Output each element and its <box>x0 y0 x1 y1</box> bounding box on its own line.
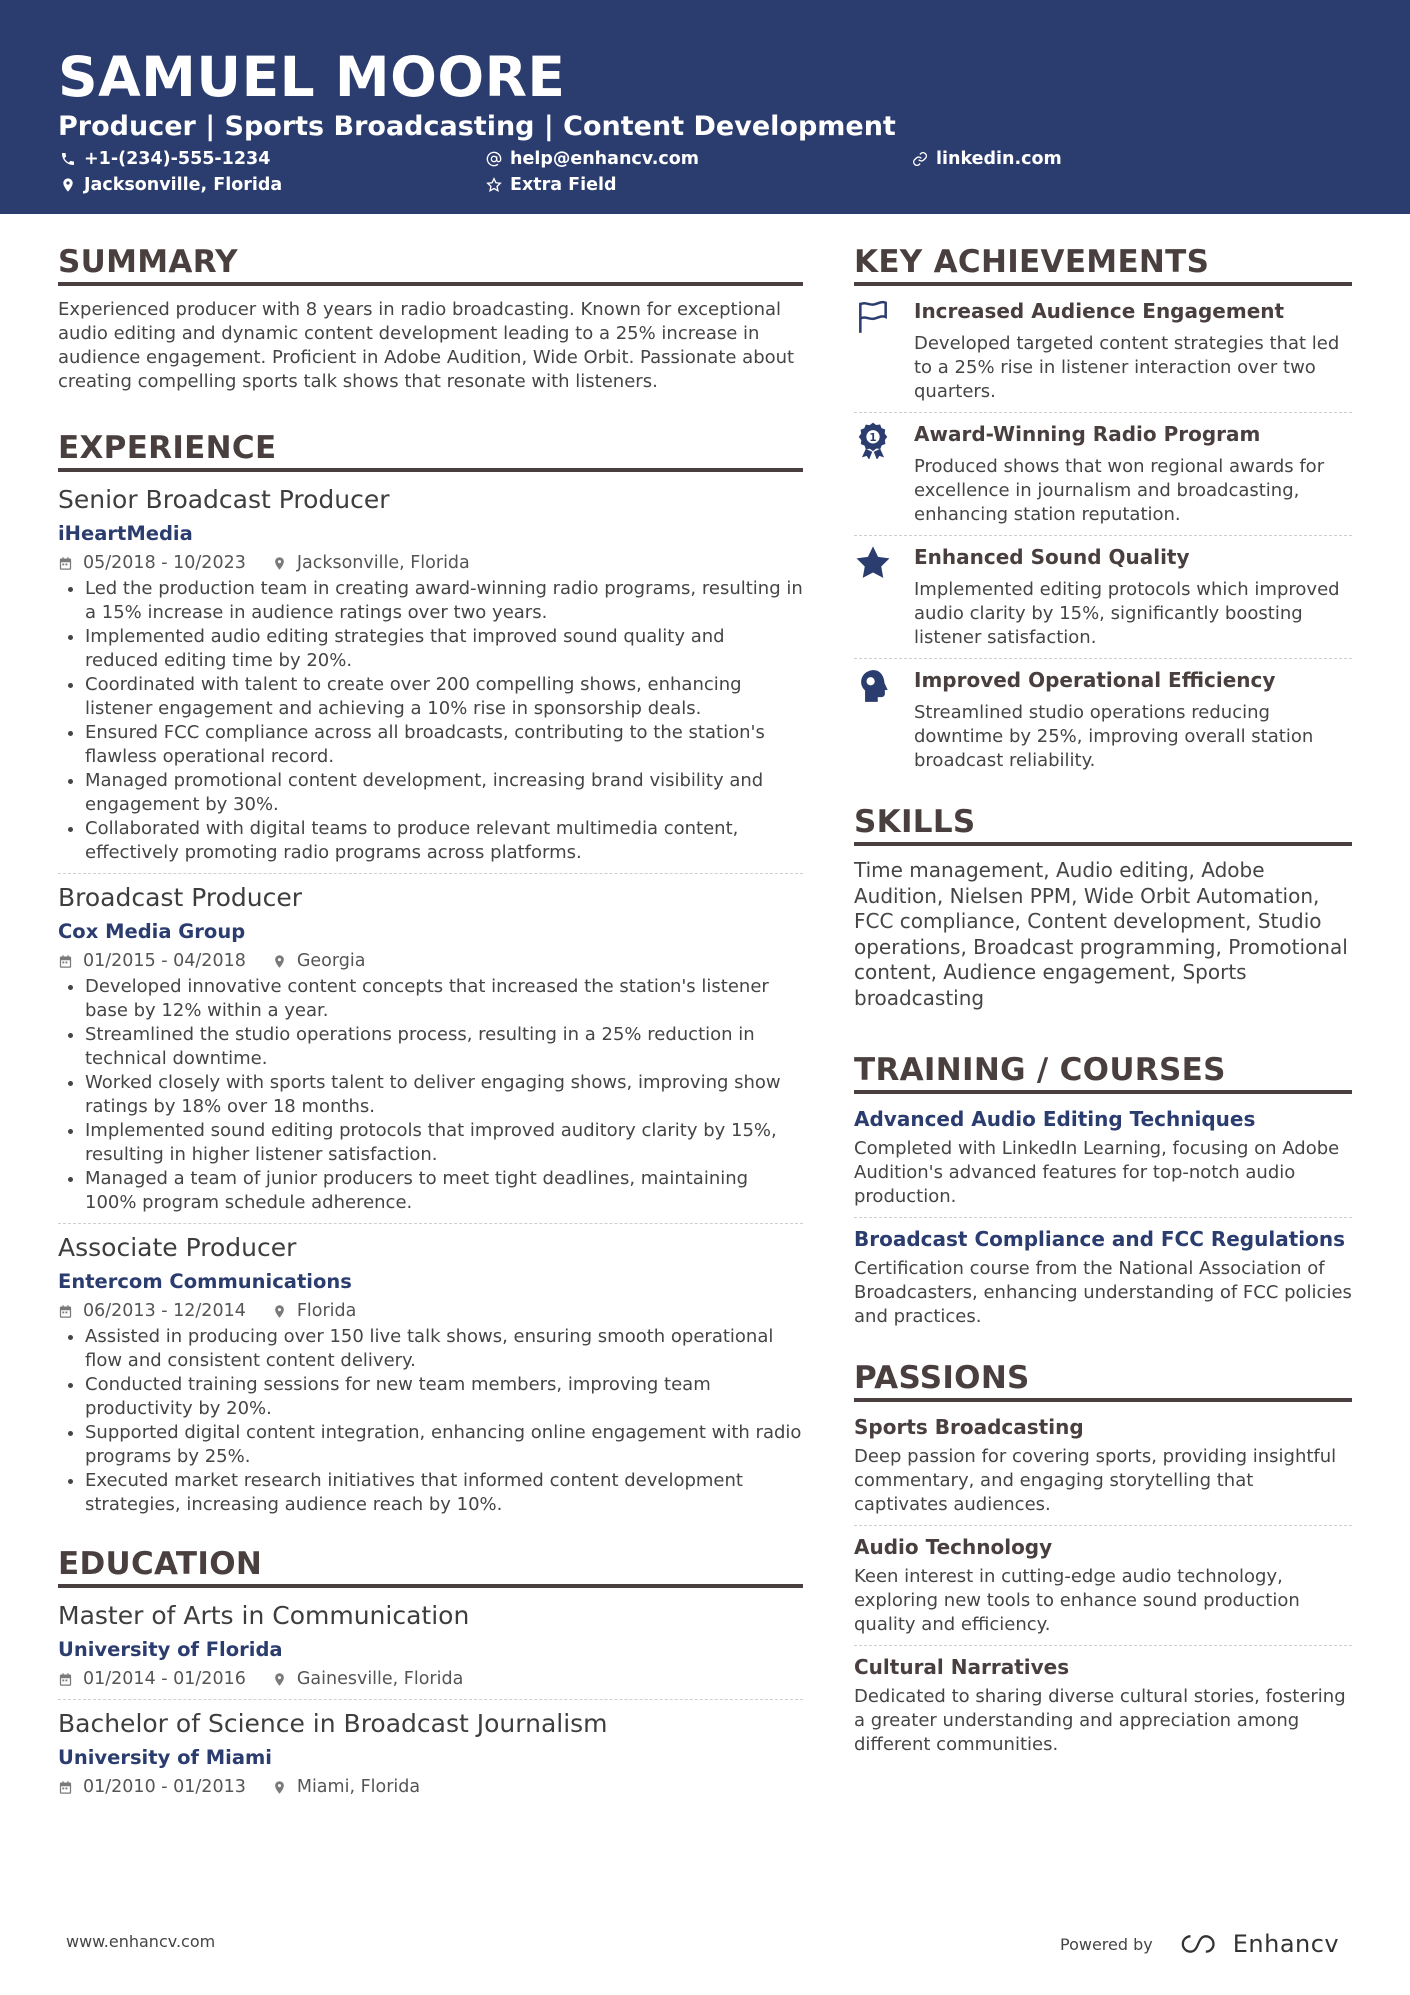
job-dates: 06/2013 - 12/2014 <box>83 1301 246 1321</box>
enhancv-logo-icon <box>1179 1932 1225 1956</box>
powered-by-label: Powered by <box>1060 1934 1153 1954</box>
education-entry <box>58 1600 803 1691</box>
job-dates: 05/2018 - 10/2023 <box>83 553 246 573</box>
skills-title: SKILLS <box>854 803 1352 846</box>
location-pin-icon <box>272 1304 287 1319</box>
job-bullet: • Assisted in producing over 150 live talk shows, ensuring smooth operational flow and consistent content delivery. <box>85 1325 803 1373</box>
education-entry <box>58 1708 803 1799</box>
passion-item <box>854 1534 1352 1637</box>
job-bullet: • Managed a team of junior producers to meet tight deadlines, maintaining 100% program schedule adherence. <box>85 1167 803 1215</box>
passion-title: Cultural Narratives <box>854 1655 1070 1679</box>
divider <box>854 1217 1352 1218</box>
summary-title: SUMMARY <box>58 243 803 286</box>
achievement-title: Award-Winning Radio Program <box>914 422 1261 446</box>
experience-section <box>58 429 803 1517</box>
divider <box>58 1223 803 1224</box>
job-bullet: • Streamlined the studio operations process, resulting in a 25% reduction in technical downtime. <box>85 1023 803 1071</box>
job-bullet: • Conducted training sessions for new team members, improving team productivity by 20%. <box>85 1373 803 1421</box>
job-bullet: • Implemented sound editing protocols that improved auditory clarity by 15%, resulting in higher listener satisfaction. <box>85 1119 803 1167</box>
education-dates: 01/2010 - 01/2013 <box>83 1777 246 1797</box>
passion-desc: Deep passion for covering sports, providing insightful commentary, and engaging storytelling that captivates audiences. <box>854 1446 1337 1515</box>
course-desc: Completed with LinkedIn Learning, focusing on Adobe Audition's advanced features for top-notch audio production. <box>854 1138 1340 1207</box>
link-icon <box>912 151 928 167</box>
resume-header <box>0 0 1410 214</box>
achievement-title: Enhanced Sound Quality <box>914 545 1190 569</box>
course-title: Advanced Audio Editing Techniques <box>854 1107 1256 1131</box>
education-location: Miami, Florida <box>296 1777 421 1797</box>
divider <box>854 535 1352 536</box>
skills-text: Time management, Audio editing, Adobe Audition, Nielsen PPM, Wide Orbit Automation, FCC compliance, Content development, Studio operations, Broadcast programming, Promotional content, Audience engagement, Sports broadcasting <box>854 858 1348 1010</box>
location-pin-icon <box>272 1672 287 1687</box>
job-bullets <box>58 577 803 865</box>
experience-title: EXPERIENCE <box>58 429 803 472</box>
education-dates: 01/2014 - 01/2016 <box>83 1669 246 1689</box>
job-meta <box>58 949 803 973</box>
footer-branding[interactable] <box>1060 1930 1339 1958</box>
candidate-headline: Producer | Sports Broadcasting | Content Development <box>58 111 896 142</box>
calendar-icon <box>58 954 73 969</box>
job-bullet: • Executed market research initiatives that informed content development strategies, increasing audience reach by 10%. <box>85 1469 803 1517</box>
education-meta <box>58 1775 803 1799</box>
passion-desc: Dedicated to sharing diverse cultural stories, fostering a greater understanding and appreciation among different communities. <box>854 1686 1346 1755</box>
location-pin-icon <box>60 177 76 193</box>
job-bullet: • Supported digital content integration, enhancing online engagement with radio programs by 25%. <box>85 1421 803 1469</box>
extra-field-text: Extra Field <box>510 175 617 195</box>
passion-item <box>854 1414 1352 1517</box>
job-bullets <box>58 1325 803 1517</box>
job-bullet: • Led the production team in creating award-winning radio programs, resulting in a 15% increase in audience ratings over two years. <box>85 577 803 625</box>
achievement-title: Improved Operational Efficiency <box>914 668 1276 692</box>
job-company: Cox Media Group <box>58 920 246 943</box>
course-title: Broadcast Compliance and FCC Regulations <box>854 1227 1346 1251</box>
achievement-item <box>854 544 1352 650</box>
location-pin-icon <box>272 954 287 969</box>
head-icon <box>854 667 892 705</box>
job-meta <box>58 1299 803 1323</box>
job-location: Georgia <box>296 951 366 971</box>
divider <box>854 658 1352 659</box>
left-column <box>58 243 803 1801</box>
summary-text: Experienced producer with 8 years in radio broadcasting. Known for exceptional audio editing and dynamic content development leading to a 25% increase in audience engagement. Proficient in Adobe Audition, Wide Orbit. Passionate about creating compelling sports talk shows that resonate with listeners. <box>58 299 795 392</box>
skills-section <box>854 803 1352 1011</box>
job-bullet: • Ensured FCC compliance across all broadcasts, contributing to the station's flawless operational record. <box>85 721 803 769</box>
job-entry <box>58 882 803 1215</box>
degree-name: Master of Arts in Communication <box>58 1601 470 1630</box>
job-role: Associate Producer <box>58 1233 297 1262</box>
location-text: Jacksonville, Florida <box>84 175 283 195</box>
divider <box>854 1525 1352 1526</box>
phone-icon <box>60 151 76 167</box>
school-name: University of Miami <box>58 1746 272 1769</box>
education-location: Gainesville, Florida <box>296 1669 464 1689</box>
course-item <box>854 1226 1352 1329</box>
achievements-section <box>854 243 1352 773</box>
achievement-desc: Produced shows that won regional awards for excellence in journalism and broadcasting, enhancing station reputation. <box>914 456 1325 525</box>
job-location: Florida <box>296 1301 357 1321</box>
achievement-desc: Streamlined studio operations reducing downtime by 25%, improving overall station broadcast reliability. <box>914 702 1314 771</box>
summary-section <box>58 243 803 394</box>
flag-icon <box>854 298 892 336</box>
brand-name: Enhancv <box>1232 1930 1340 1958</box>
passion-title: Sports Broadcasting <box>854 1415 1084 1439</box>
divider <box>854 412 1352 413</box>
calendar-icon <box>58 1780 73 1795</box>
job-company: iHeartMedia <box>58 522 193 545</box>
location-contact <box>60 174 282 196</box>
achievement-desc: Implemented editing protocols which improved audio clarity by 15%, significantly boosting listener satisfaction. <box>914 579 1340 648</box>
achievement-item <box>854 298 1352 404</box>
email-text: help@enhancv.com <box>510 149 700 169</box>
education-meta <box>58 1667 803 1691</box>
star-icon <box>854 544 892 582</box>
passion-title: Audio Technology <box>854 1535 1053 1559</box>
calendar-icon <box>58 556 73 571</box>
job-entry <box>58 484 803 865</box>
right-column <box>854 243 1352 1757</box>
calendar-icon <box>58 1672 73 1687</box>
training-section <box>854 1051 1352 1329</box>
divider <box>58 873 803 874</box>
achievement-item <box>854 421 1352 527</box>
divider <box>854 1645 1352 1646</box>
linkedin-text: linkedin.com <box>936 149 1062 169</box>
passions-section <box>854 1359 1352 1757</box>
candidate-name: SAMUEL MOORE <box>58 45 566 109</box>
star-outline-icon <box>486 177 502 193</box>
education-section <box>58 1545 803 1799</box>
achievement-desc: Developed targeted content strategies that led to a 25% rise in listener interaction over two quarters. <box>914 333 1340 402</box>
job-entry <box>58 1232 803 1517</box>
footer-website[interactable]: www.enhancv.com <box>66 1932 216 1951</box>
job-role: Senior Broadcast Producer <box>58 485 390 514</box>
phone-text: +1-(234)-555-1234 <box>84 149 271 169</box>
at-icon <box>486 151 502 167</box>
passions-title: PASSIONS <box>854 1359 1352 1402</box>
job-dates: 01/2015 - 04/2018 <box>83 951 246 971</box>
job-bullet: • Collaborated with digital teams to produce relevant multimedia content, effectively promoting radio programs across platforms. <box>85 817 803 865</box>
job-bullets <box>58 975 803 1215</box>
course-item <box>854 1106 1352 1209</box>
job-bullet: • Implemented audio editing strategies that improved sound quality and reduced editing time by 20%. <box>85 625 803 673</box>
job-bullet: • Coordinated with talent to create over 200 compelling shows, enhancing listener engagement and achieving a 10% rise in sponsorship deals. <box>85 673 803 721</box>
passion-item <box>854 1654 1352 1757</box>
divider <box>58 1699 803 1700</box>
svg-text:1: 1 <box>869 431 877 444</box>
training-title: TRAINING / COURSES <box>854 1051 1352 1094</box>
school-name: University of Florida <box>58 1638 283 1661</box>
education-title: EDUCATION <box>58 1545 803 1588</box>
phone-contact[interactable] <box>60 148 270 170</box>
location-pin-icon <box>272 556 287 571</box>
location-pin-icon <box>272 1780 287 1795</box>
email-contact[interactable] <box>486 148 699 170</box>
job-meta <box>58 551 803 575</box>
passion-desc: Keen interest in cutting-edge audio technology, exploring new tools to enhance sound production quality and efficiency. <box>854 1566 1300 1635</box>
job-bullet: • Worked closely with sports talent to deliver engaging shows, improving show ratings by 18% over 18 months. <box>85 1071 803 1119</box>
course-desc: Certification course from the National Association of Broadcasters, enhancing understanding of FCC policies and practices. <box>854 1258 1352 1327</box>
calendar-icon <box>58 1304 73 1319</box>
job-bullet: • Managed promotional content development, increasing brand visibility and engagement by 30%. <box>85 769 803 817</box>
job-role: Broadcast Producer <box>58 883 302 912</box>
achievements-title: KEY ACHIEVEMENTS <box>854 243 1352 286</box>
degree-name: Bachelor of Science in Broadcast Journalism <box>58 1709 608 1738</box>
achievement-title: Increased Audience Engagement <box>914 299 1285 323</box>
linkedin-contact[interactable] <box>912 148 1062 170</box>
award-icon <box>854 421 892 459</box>
achievement-item <box>854 667 1352 773</box>
job-company: Entercom Communications <box>58 1270 352 1293</box>
extra-field-contact <box>486 174 617 196</box>
job-bullet: • Developed innovative content concepts that increased the station's listener base by 12% within a year. <box>85 975 803 1023</box>
job-location: Jacksonville, Florida <box>296 553 470 573</box>
